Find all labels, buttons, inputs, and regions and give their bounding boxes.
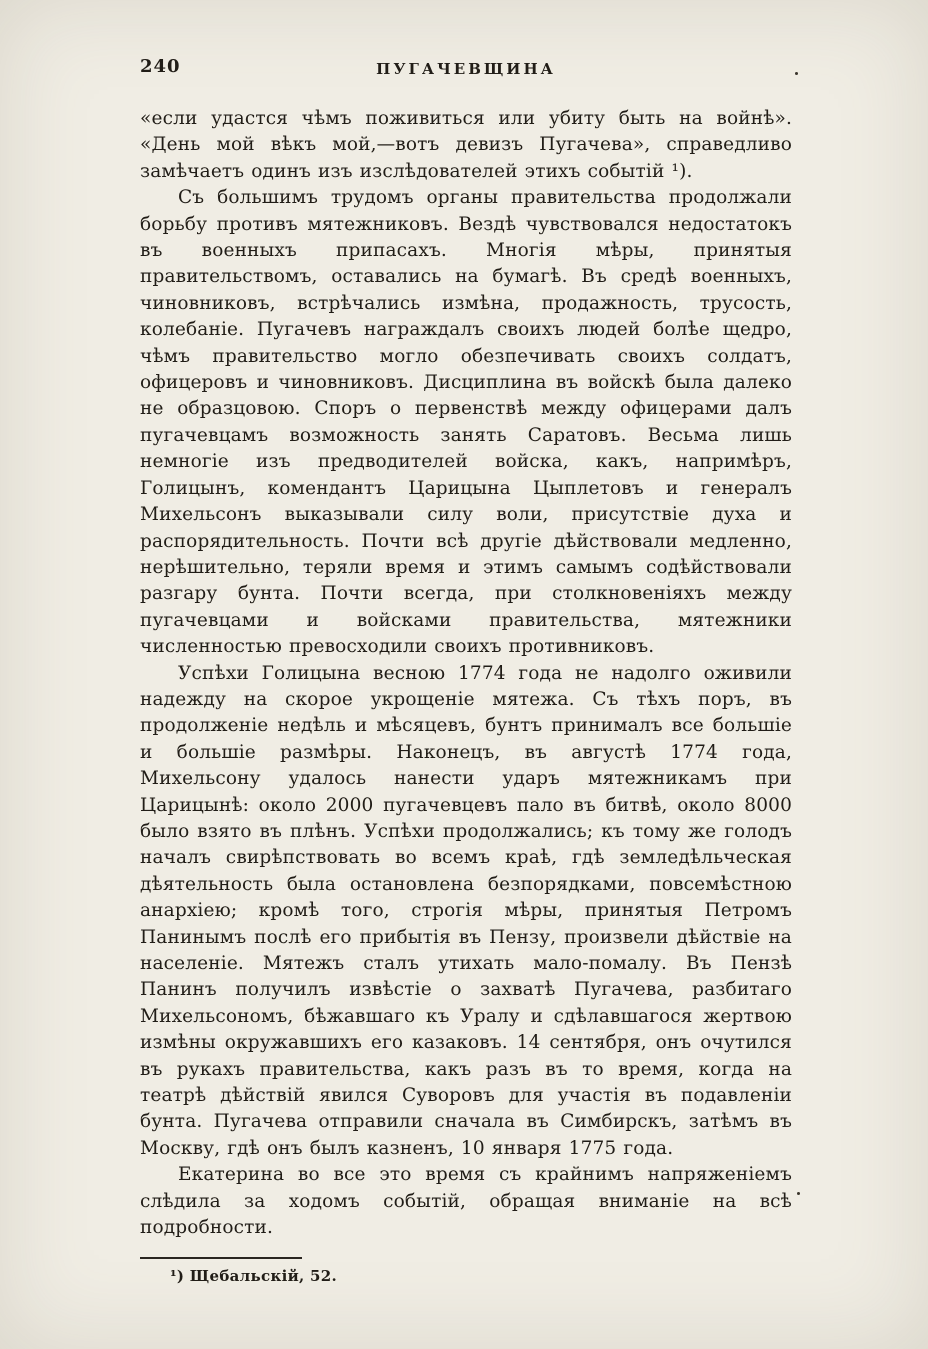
- page-body: [140, 106, 792, 1241]
- running-head: ПУГАЧЕВЩИНА: [376, 60, 556, 78]
- scan-speck: [797, 1192, 800, 1195]
- scan-speck: [795, 72, 798, 75]
- paragraph-1: «если удастся чѣмъ поживиться или убиту быть на войнѣ». «День мой вѣкъ мой,—вотъ девизъ Пугачева», справедливо замѣчаетъ одинъ изъ изслѣдователей этихъ событій ¹).: [140, 108, 792, 182]
- paragraph-3: Успѣхи Голицына весною 1774 года не надолго оживили надежду на скорое укрощеніе мятежа. Съ тѣхъ поръ, въ продолженіе недѣль и мѣсяцевъ, бунтъ принималъ все большіе и большіе размѣры. Наконецъ, въ августѣ 1774 года, Михельсону удалось нанести ударъ мятежникамъ при Царицынѣ: около 2000 пугачевцевъ пало въ битвѣ, около 8000 было взято въ плѣнъ. Успѣхи продолжались; къ тому же голодъ началъ свирѣпствовать во всемъ краѣ, гдѣ земледѣльческая дѣятельность была остановлена безпорядками, повсемѣстною анархіею; кромѣ того, строгія мѣры, принятыя Петромъ Панинымъ послѣ его прибытія въ Пензу, произвели дѣйствіе на населеніе. Мятежъ сталъ утихать мало-помалу. Въ Пензѣ Панинъ получилъ извѣстіе о захватѣ Пугачева, разбитаго Михельсономъ, бѣжавшаго къ Уралу и сдѣлавшагося жертвою измѣны окружавшихъ его казаковъ. 14 сентября, онъ очутился въ рукахъ правительства, какъ разъ въ то время, когда на театрѣ дѣйствій явился Суворовъ для участія въ подавленіи бунта. Пугачева отправили сначала въ Симбирскъ, затѣмъ въ Москву, гдѣ онъ былъ казненъ, 10 января 1775 года.: [140, 662, 792, 1159]
- page-number: 240: [140, 56, 181, 77]
- footnote: ¹) Щебальскій, 52.: [170, 1267, 338, 1286]
- footnote-area: [140, 1257, 792, 1285]
- paragraph-2: Съ большимъ трудомъ органы правительства продолжали борьбу противъ мятежниковъ. Вездѣ чувствовался недостатокъ въ военныхъ припасахъ. Многія мѣры, принятыя правительствомъ, оставались на бумагѣ. Въ средѣ военныхъ, чиновниковъ, встрѣчались измѣна, продажность, трусость, колебаніе. Пугачевъ награждалъ своихъ людей болѣе щедро, чѣмъ правительство могло обезпечивать своихъ солдатъ, офицеровъ и чиновниковъ. Дисциплина въ войскѣ была далеко не образцовою. Споръ о первенствѣ между офицерами далъ пугачевцамъ возможность занять Саратовъ. Весьма лишь немногіе изъ предводителей войска, какъ, напримѣръ, Голицынъ, комендантъ Царицына Цыплетовъ и генералъ Михельсонъ выказывали силу воли, присутствіе духа и распорядительность. Почти всѣ другіе дѣйствовали медленно, нерѣшительно, теряли время и этимъ самымъ содѣйствовали разгару бунта. Почти всегда, при столкновеніяхъ между пугачевцами и войсками правительства, мятежники численностью превосходили своихъ противниковъ.: [140, 187, 792, 658]
- page-header: [140, 0, 792, 92]
- footnote-rule: [140, 1257, 302, 1259]
- paragraph-4: Екатерина во все это время съ крайнимъ напряженіемъ слѣдила за ходомъ событій, обращая вниманіе на всѣ подробности.: [140, 1164, 792, 1239]
- text-column: [140, 0, 792, 1285]
